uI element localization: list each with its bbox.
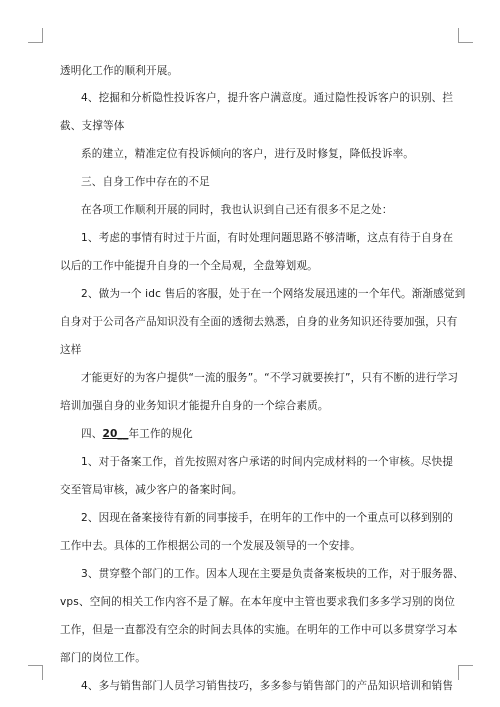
paragraph-line: 透明化工作的顺利开展。: [60, 65, 179, 77]
paragraph-line: 以后的工作中能提升自身的一个全局观，全盘筹划观。: [60, 260, 318, 272]
paragraph-line: 才能更好的为客户提供“一流的服务”。“不学习就要挨打”，只有不断的进行学习: [81, 372, 459, 384]
paragraph-line: 截、支撑等体: [60, 120, 125, 132]
paragraph-line: 3、贯穿整个部门的工作。因本人现在主要是负责备案板块的工作，对于服务器、: [81, 568, 464, 580]
heading-prefix: 四、: [81, 428, 103, 440]
paragraph-line: 工作中去。具体的工作根据公司的一个发展及领导的一个安排。: [60, 540, 361, 552]
paragraph-line: 在各项工作顺利开展的同时，我也认识到自己还有很多不足之处：: [81, 204, 393, 216]
crop-mark-bottom-left: [28, 665, 43, 680]
paragraph-line: 培训加强自身的业务知识才能提升自身的一个综合素质。: [60, 400, 329, 412]
paragraph-line: vps、空间的相关工作内容不是了解。在本年度中主管也要求我们多多学习别的岗位: [60, 596, 455, 608]
heading-suffix: 年工作的规化: [128, 428, 193, 440]
paragraph-line: 4、多与销售部门人员学习销售技巧，多多参与销售部门的产品知识培训和销售: [81, 680, 454, 692]
section-heading: 三、自身工作中存在的不足: [81, 176, 210, 188]
paragraph-line: 2、做为一个 idc 售后的客服，处于在一个网络发展迅速的一个年代。渐渐感觉到: [81, 288, 466, 300]
section-heading: [60, 427, 440, 441]
paragraph-line: 2、因现在备案接待有新的同事接手，在明年的工作中的一个重点可以移到别的: [81, 512, 454, 524]
paragraph-line: 交至管局审核，减少客户的备案时间。: [60, 484, 243, 496]
crop-mark-top-left: [28, 28, 43, 43]
paragraph-line: 系的建立，精准定位有投诉倾向的客户，进行及时修复，降低投诉率。: [81, 148, 415, 160]
crop-mark-bottom-right: [458, 665, 473, 680]
paragraph-line: 自身对于公司各产品知识没有全面的透彻去熟悉，自身的业务知识还待要加强，只有: [60, 316, 458, 328]
paragraph-line: 1、对于备案工作，首先按照对客户承诺的时间内完成材料的一个审核。尽快提: [81, 456, 454, 468]
crop-mark-top-right: [458, 28, 473, 43]
paragraph-line: 部门的岗位工作。: [60, 652, 146, 664]
paragraph-line: 1、考虑的事情有时过于片面，有时处理问题思路不够清晰，这点有待于自身在: [81, 232, 454, 244]
heading-year: 20__: [102, 428, 129, 440]
paragraph-line: 4、挖掘和分析隐性投诉客户，提升客户满意度。通过隐性投诉客户的识别、拦: [81, 92, 454, 104]
paragraph-line: 工作，但是一直都没有空余的时间去具体的实施。在明年的工作中可以多贯穿学习本: [60, 624, 458, 636]
document-body: [60, 64, 466, 693]
paragraph-line: 这样: [60, 344, 82, 356]
